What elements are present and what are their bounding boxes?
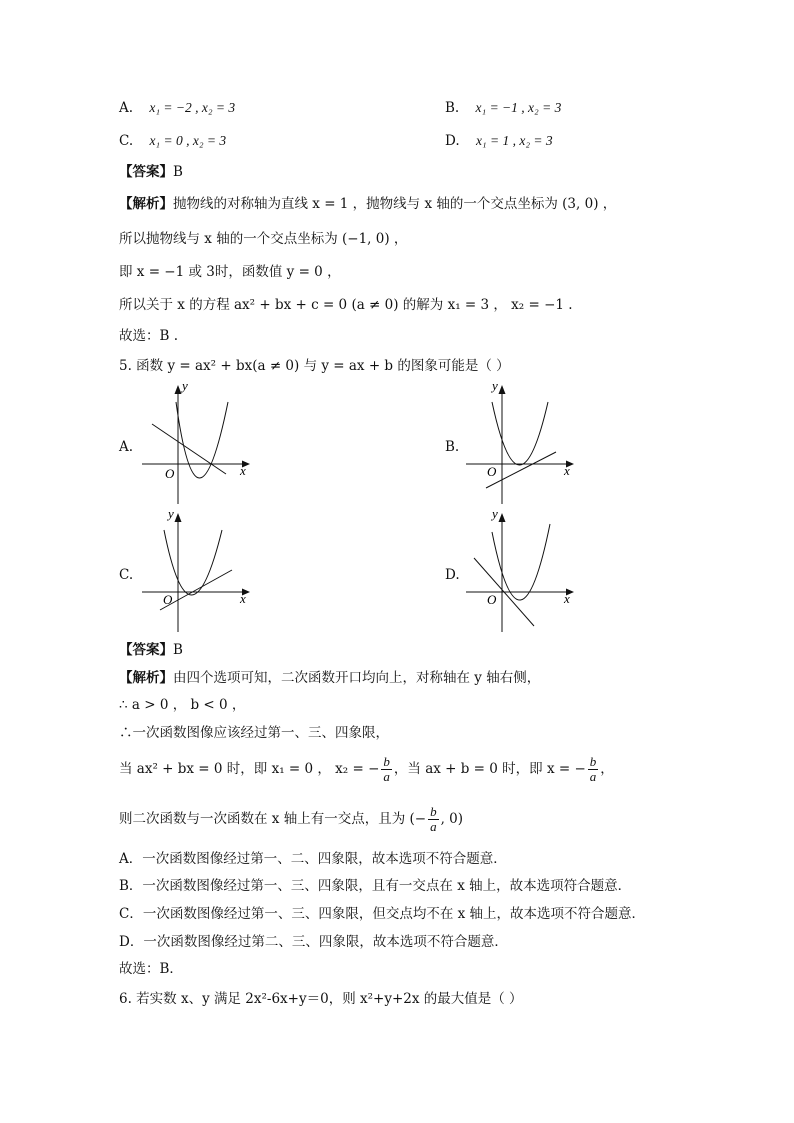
- q4-analysis-text1: 抛物线的对称轴为直线 x = 1 ，抛物线与 x 轴的一个交点坐标为 (3, 0) ，: [173, 196, 617, 212]
- q6-stem: 6. 若实数 x、y 满足 2x²-6x+y＝0，则 x²+y+2x 的最大值是（ ）: [119, 991, 523, 1007]
- origin-label: O: [487, 464, 497, 479]
- y-axis-label: y: [492, 508, 498, 521]
- q4-option-d-body: x₁ = 1 , x₂ = 3: [475, 133, 553, 148]
- q5-option-d-label: D.: [445, 567, 460, 583]
- q4-analysis-line1: [119, 195, 616, 213]
- q4-option-c-label: C.: [119, 133, 134, 149]
- q4-option-c-body: x₁ = 0 , x₂ = 3: [149, 133, 227, 148]
- answer-tag: 【答案】: [119, 164, 173, 180]
- q5-line4-part3: ，: [600, 761, 614, 777]
- q5-analysis-line5: [119, 802, 463, 836]
- x-axis-label: x: [240, 591, 246, 606]
- q5-graph-a: [138, 380, 258, 508]
- q5-graph-b: [462, 380, 582, 508]
- q4-analysis-line3: 即 x = −1 或 3时，函数值 y = 0 ，: [119, 264, 341, 280]
- fraction-numerator: b: [589, 754, 597, 769]
- q5-analysis-line4: [119, 752, 614, 786]
- origin-label: O: [163, 592, 173, 607]
- q5-option-c-label: C.: [119, 567, 134, 583]
- q5-graph-d: [462, 508, 582, 636]
- q4-option-a-body: x₁ = −2 , x₂ = 3: [149, 100, 236, 115]
- q4-analysis-line2: 所以抛物线与 x 轴的一个交点坐标为 (−1, 0) ，: [119, 231, 408, 247]
- y-axis-label: y: [168, 508, 174, 521]
- analysis-tag: 【解析】: [119, 196, 173, 212]
- answer-value: B: [173, 164, 183, 180]
- fraction-numerator: b: [430, 804, 437, 819]
- analysis-tag: 【解析】: [119, 670, 173, 686]
- q5-analysis-line3: ∴一次函数图像应该经过第一、三、四象限，: [119, 725, 389, 741]
- x-axis-label: x: [240, 463, 246, 478]
- q5-conclusion: 故选：B．: [119, 961, 183, 977]
- fraction-denominator: a: [589, 769, 597, 784]
- fraction-b-over-a: [381, 755, 392, 784]
- q5-analysis-opt-a: A．一次函数图像经过第一、二、四象限，故本选项不符合题意．: [119, 851, 507, 867]
- answer-tag: 【答案】: [119, 642, 173, 658]
- answer-value: B: [173, 642, 183, 658]
- fraction-b-over-a: [588, 755, 599, 784]
- q5-analysis-opt-b: B．一次函数图像经过第一、三、四象限，且有一交点在 x 轴上，故本选项符合题意．: [119, 878, 632, 894]
- origin-label: O: [165, 466, 175, 481]
- q4-option-d-label: D.: [445, 133, 460, 149]
- q5-line4-part1: 当 ax² + bx = 0 时，即 x₁ = 0 ， x₂ = −: [119, 761, 380, 777]
- q5-graph-c: [138, 508, 258, 636]
- q5-line5-part1: 则二次函数与一次函数在 x 轴上有一交点，且为 (−: [119, 811, 427, 827]
- q5-line5-part2: , 0): [440, 811, 464, 827]
- q4-conclusion: 故选：B .: [119, 328, 179, 344]
- fraction-numerator: b: [383, 754, 390, 769]
- q4-option-a: [119, 99, 235, 117]
- x-axis-label: x: [564, 591, 570, 606]
- q4-option-b-label: B.: [445, 100, 460, 116]
- q4-option-c: [119, 132, 226, 150]
- q4-option-d: [445, 132, 553, 150]
- q4-option-b: [445, 99, 561, 117]
- q5-analysis-text1: 由四个选项可知，二次函数开口均向上，对称轴在 y 轴右侧，: [173, 670, 541, 686]
- fraction-denominator: a: [383, 769, 390, 784]
- y-axis-label: y: [182, 380, 188, 393]
- y-axis-label: y: [492, 380, 498, 393]
- x-axis-label: x: [564, 463, 570, 478]
- fraction-denominator: a: [430, 819, 437, 834]
- q5-analysis-line2: ∴ a > 0 ， b < 0 ，: [119, 697, 246, 713]
- origin-label: O: [487, 592, 497, 607]
- q5-line4-part2: ，当 ax + b = 0 时，即 x = −: [393, 761, 586, 777]
- q4-option-b-body: x₁ = −1 , x₂ = 3: [475, 100, 562, 115]
- q5-analysis-opt-d: D．一次函数图像经过第二、三、四象限，故本选项不符合题意．: [119, 934, 508, 950]
- q4-option-a-label: A.: [119, 100, 134, 116]
- q5-analysis-line1: [119, 669, 540, 687]
- q4-analysis-line4: 所以关于 x 的方程 ax² + bx + c = 0 (a ≠ 0) 的解为 x₁ = 3 ， x₂ = −1 .: [119, 297, 573, 313]
- q5-stem: 5. 函数 y = ax² + bx(a ≠ 0) 与 y = ax + b 的图象可能是（ ）: [119, 358, 510, 374]
- q5-option-b-label: B.: [445, 439, 460, 455]
- q5-answer: [119, 641, 183, 659]
- q4-answer: [119, 163, 183, 181]
- q5-analysis-opt-c: C．一次函数图像经过第一、三、四象限，但交点均不在 x 轴上，故本选项不符合题意．: [119, 906, 646, 922]
- q5-option-a-label: A.: [119, 439, 134, 455]
- fraction-b-over-a: [428, 805, 439, 834]
